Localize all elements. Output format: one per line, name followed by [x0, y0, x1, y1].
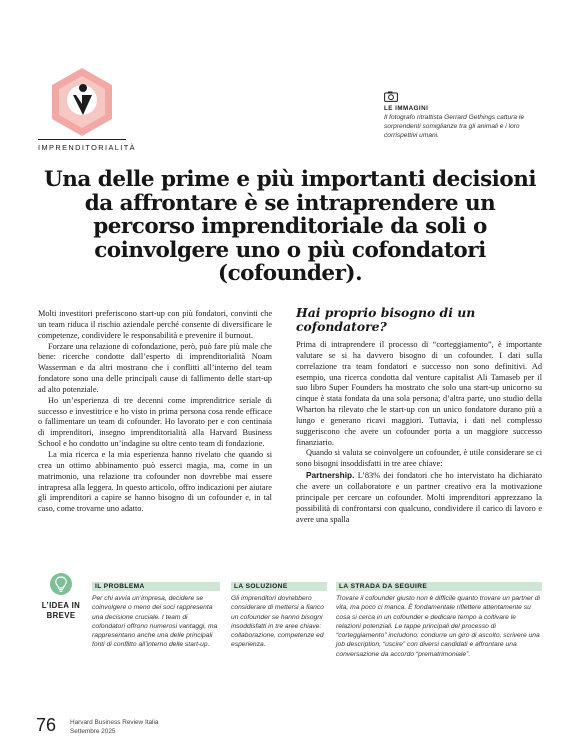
paragraph: Ho un’esperienza di tre decenni come imprenditrice seriale di successo e investitrice e ho visto in prima persona cosa rende efficace o fallimentare un team di cofounder. Ho lavorato per e con centinaia di imprenditori, insegno imprenditorialità alla Harvard Business School e ho condotto un’indagine su oltre cento team di fondazione.: [38, 395, 272, 449]
paragraph-partnership: [296, 470, 542, 525]
sidebar-text: Trovare il cofounder giusto non è difficile quanto trovare un partner di vita, ma poco ci manca. È fondamentale riflettere attentamente su cosa si cerca in un cofounder e dedicare tempo a coltivare le relazioni potenziali. Le tappe principali del processo di “corteggiamento” includono: condurre un giro di ascolto, scrivere una job description, “uscire” con diversi candidati e affrontare una conversazione da accordo “prematrimoniale”.: [336, 595, 540, 658]
sidebar-column-problem: [92, 575, 220, 650]
lightbulb-icon: [54, 576, 68, 592]
images-credit: [384, 91, 554, 141]
partnership-label: Partnership.: [306, 470, 355, 481]
sidebar-title: IL PROBLEMA: [92, 582, 220, 591]
idea-in-breve-box: [38, 569, 542, 681]
sidebar-text: Per chi avvia un’impresa, decidere se coinvolgere o meno dei soci rappresenta una decisione cruciale. I team di cofondatori offrono numerosi vantaggi, ma rappresentano anche una delle principali fonti di conflitto all’interno delle start-up.: [92, 595, 218, 649]
publication-date: Settembre 2025: [70, 727, 116, 735]
person-hexagon-icon: [46, 66, 118, 138]
sidebar-title: LA STRADA DA SEGUIRE: [336, 582, 542, 591]
section-label: IMPRENDITORIALITÀ: [38, 143, 136, 152]
publication-name: Harvard Business Review Italia: [70, 719, 159, 726]
section-logo: [46, 66, 118, 138]
sidebar-text: Gli imprenditori dovrebbero considerare di mettersi a fianco un cofounder se hanno bisogni insoddisfatti in tre aree chiave: collaborazione, competenze ed esperienza.: [231, 595, 324, 649]
sidebar-column-solution: [231, 575, 327, 650]
paragraph: Quando si valuta se coinvolgere un cofounder, è utile considerare se ci sono bisogni insoddisfatti in tre aree chiave:: [296, 448, 542, 469]
article-headline: Una delle prime e più importanti decisioni da affrontare è se intraprendere un percorso imprenditoriale da soli o coinvolgere uno o più cofondatori (cofounder).: [43, 167, 536, 286]
sidebar-column-path: [336, 575, 542, 659]
paragraph: Forzare una relazione di cofondazione, però, può fare più male che bene: ricerche condotte dall’esperto di imprenditorialità Noam Wasserman e da altri mostrano che i conflitti all’interno del team fondatore sono una delle principali cause di fallimento delle start-up ad alto potenziale.: [38, 341, 272, 394]
right-column: [296, 340, 542, 525]
paragraph: Molti investitori preferiscono start-up con più fondatori, convinti che un team riduca il rischio aziendale perché consente di diversificare le competenze, condividere le responsabilità e prevenire il burnout.: [38, 309, 272, 340]
images-title: LE IMMAGINI: [384, 105, 429, 112]
section-subhead: Hai proprio bisogno di un cofondatore?: [296, 305, 476, 334]
footer-publication: [70, 719, 158, 736]
partnership-text: L’83% dei fondatori che ho intervistato ha dichiarato che avere un collaboratore e un partner creativo era la motivazione principale per cercare un cofounder. Molti imprenditori apprezzano la possibilità di confrontarsi con qualcuno, condividere il carico di lavoro e avere una spalla: [296, 471, 542, 524]
images-text: Il fotografo ritrattista Gerrard Gethings cattura le sorprendenti somiglianze tra gli animali e i loro corrispettivi umani.: [384, 114, 524, 140]
lightbulb-badge: [50, 573, 72, 595]
paragraph: La mia ricerca e la mia esperienza hanno rivelato che quando si crea un ottimo abbinamento può esserci magia, ma, come in un matrimonio, una relazione tra cofounder non dovrebbe mai essere intrapresa alla leggera. In questo articolo, offro indicazioni per aiutare gli imprenditori a capire se hanno bisogno di un cofounder e, in tal caso, come trovarne uno adatto.: [38, 449, 272, 514]
paragraph: Prima di intraprendere il processo di “corteggiamento”, è importante valutare se si ha davvero bisogno di un cofounder. I dati sulla correlazione tra team fondatori e successo non sono definitivi. Ad esempio, una ricerca condotta dal venture capitalist Ali Tamaseb per il suo libro Super Founders ha mostrato che solo una start-up unicorno su cinque è stata fondata da una sola persona; d’altra parte, uno studio della Wharton ha rilevato che le start-up con un unico fondatore durano più a lungo e generano ricavi maggiori. Tuttavia, i dati nel complesso suggeriscono che avere un cofounder porta a un maggiore successo finanziario.: [296, 340, 542, 447]
left-column: [38, 309, 272, 515]
page-number: 76: [36, 715, 57, 735]
sidebar-title: LA SOLUZIONE: [231, 582, 327, 591]
idea-in-breve-label: L’IDEA IN BREVE: [41, 601, 81, 620]
camera-icon: [384, 91, 398, 102]
section-divider: [38, 139, 126, 140]
